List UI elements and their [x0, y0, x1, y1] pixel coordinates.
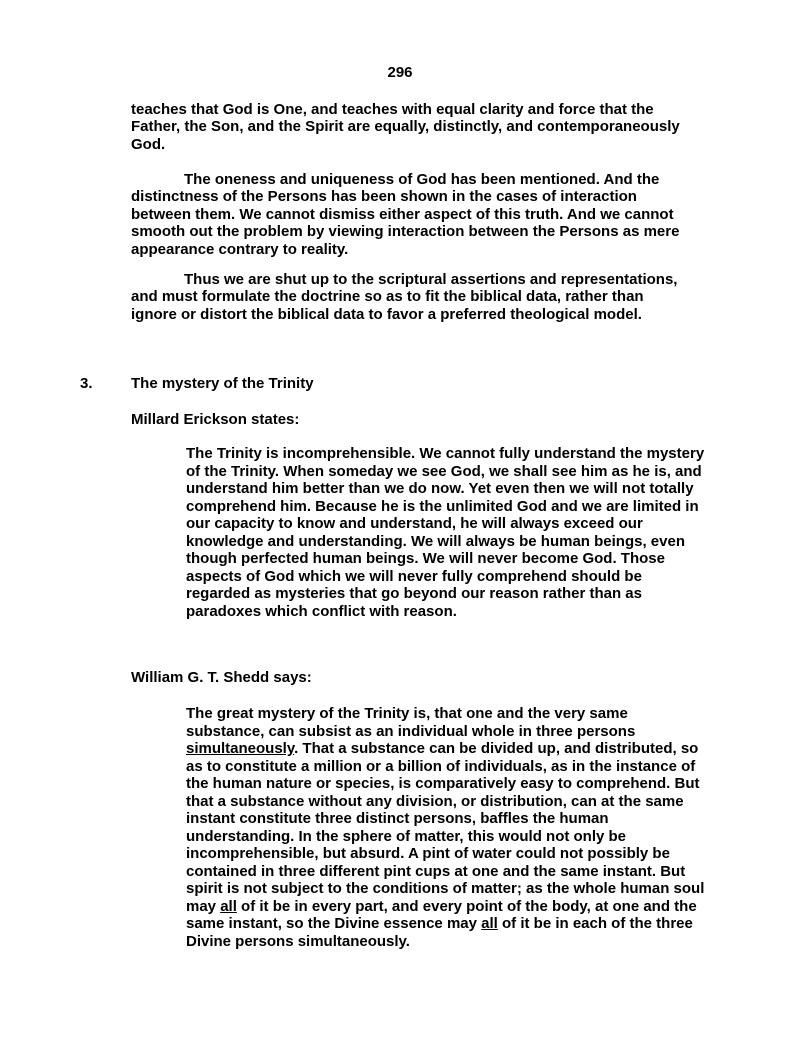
- underlined-all-2: all: [481, 915, 498, 932]
- erickson-intro: Millard Erickson states:: [131, 411, 300, 428]
- paragraph-1: teaches that God is One, and teaches with equal clarity and force that the Father, the Son, and the Spirit are equally, distinctly, and contemporaneously God.: [131, 101, 680, 153]
- shedd-quote: [186, 705, 706, 950]
- underlined-all-1: all: [220, 897, 237, 915]
- page-number: 296: [387, 64, 413, 81]
- section-number: 3.: [80, 375, 93, 392]
- section-title: The mystery of the Trinity: [131, 375, 314, 392]
- paragraph-2: The oneness and uniqueness of God has been mentioned. And the distinctness of the Persons has been shown in the cases of interaction between them. We cannot dismiss either aspect of this truth. And we cannot smooth out the problem by viewing interaction between the Persons as mere appearance contrary to reality.: [131, 171, 680, 258]
- underlined-simultaneously: simultaneously: [186, 740, 295, 757]
- erickson-quote: The Trinity is incomprehensible. We cannot fully understand the mystery of the Trinity. When someday we see God, we shall see him as he is, and understand him better than we do now. Yet even then we will not totally comprehend him. Because he is the unlimited God and we are limited in our capacity to know and understand, he will always exceed our knowledge and understanding. We will always be human beings, even though perfected human beings. We will never become God. Those aspects of God which we will never fully comprehend should be regarded as mysteries that go beyond our reason rather than as paradoxes which conflict with reason.: [186, 445, 705, 620]
- shedd-quote-part-c: of it be in every part, and every point of the body, at one and the same instant, so the Divine essence may: [186, 897, 697, 932]
- shedd-quote-part-a: The great mystery of the Trinity is, that one and the very same substance, can subsist as an individual whole in three persons: [186, 705, 636, 740]
- shedd-quote-part-b: . That a substance can be divided up, and distributed, so as to constitute a million or a billion of individuals, as in the instance of the human nature or species, is comparatively easy to comprehend. But that a substance without any division, or distribution, can at the same instant constitute three distinct persons, baffles the human understanding. In the sphere of matter, this would not only be incomprehensible, but absurd. A pint of water could not possibly be contained in three different pint cups at one and the same instant. But spirit is not subject to the conditions of matter; as the whole human soul may: [186, 740, 705, 915]
- paragraph-3: Thus we are shut up to the scriptural assertions and representations, and must formulate the doctrine so as to fit the biblical data, rather than ignore or distort the biblical data to favor a preferred theological model.: [131, 271, 678, 323]
- shedd-quote-part-d: of it be in each of the three Divine persons simultaneously.: [186, 915, 693, 950]
- shedd-intro: William G. T. Shedd says:: [131, 669, 312, 686]
